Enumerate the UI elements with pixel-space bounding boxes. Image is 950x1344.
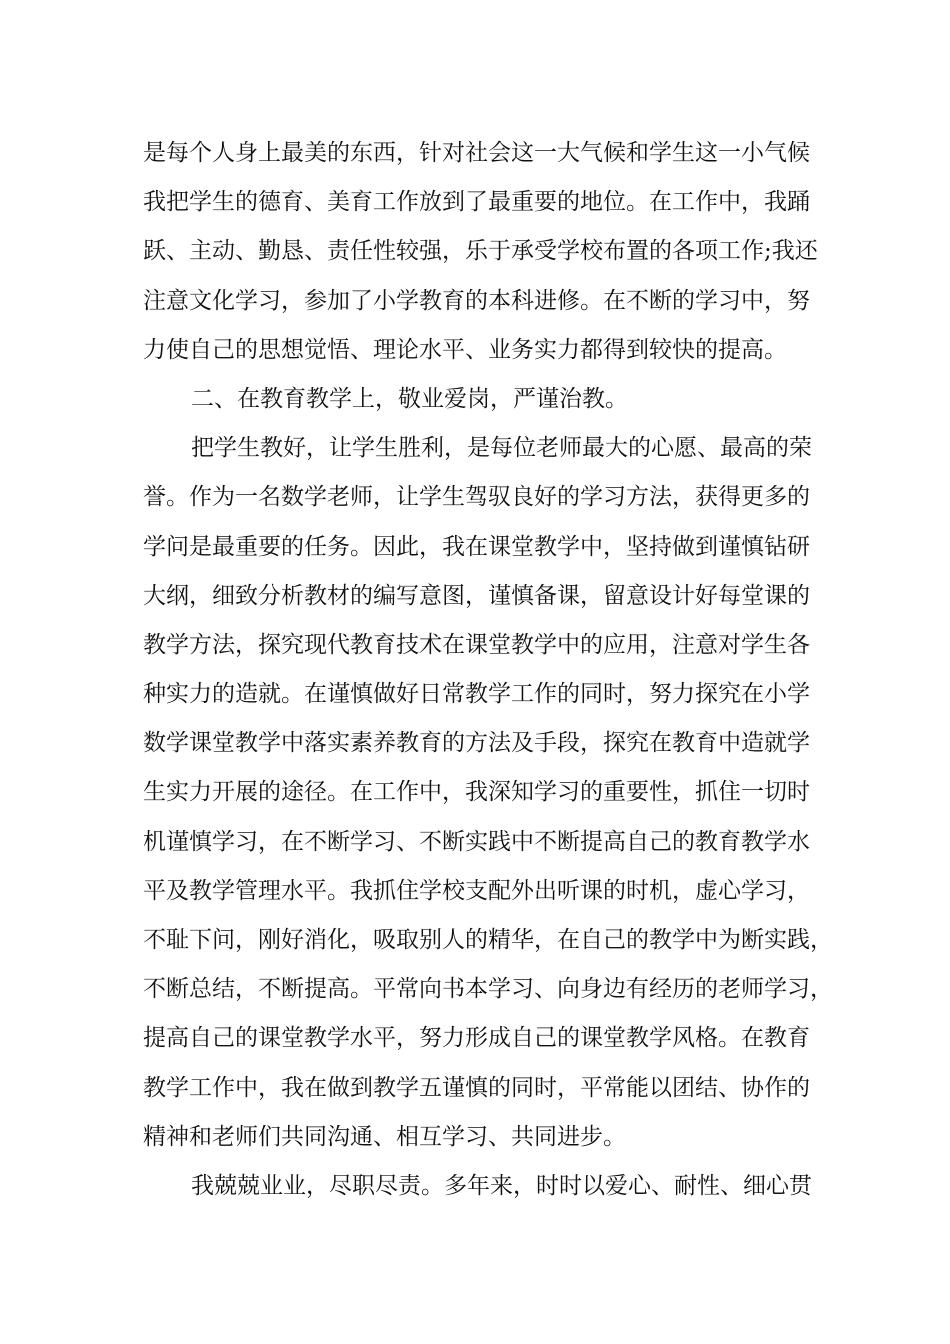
text-line: 平及教学管理水平。我抓住学校支配外出听课的时机，虚心学习， — [143, 877, 810, 904]
text-line: 誉。作为一名数学老师，让学生驾驭良好的学习方法，获得更多的 — [143, 484, 810, 511]
text-line: 生实力开展的途径。在工作中，我深知学习的重要性，抓住一切时 — [143, 779, 810, 806]
text-line: 教学工作中，我在做到教学五谨慎的同时，平常能以团结、协作的 — [143, 1074, 810, 1101]
text-line: 我兢兢业业，尽职尽责。多年来，时时以爱心、耐性、细心贯 — [191, 1172, 812, 1199]
text-line: 提高自己的课堂教学水平，努力形成自己的课堂教学风格。在教育 — [143, 1025, 810, 1052]
text-line: 精神和老师们共同沟通、相互学习、共同进步。 — [143, 1123, 626, 1150]
text-line: 机谨慎学习，在不断学习、不断实践中不断提高自己的教育教学水 — [143, 828, 810, 855]
body-text — [143, 129, 833, 1211]
text-line: 把学生教好，让学生胜利，是每位老师最大的心愿、最高的荣 — [191, 435, 812, 462]
text-line: 二、在教育教学上，敬业爱岗，严谨治教。 — [191, 385, 628, 412]
text-line: 不耻下问，刚好消化，吸取别人的精华，在自己的教学中为断实践， — [143, 927, 833, 953]
text-line: 是每个人身上最美的东西，针对社会这一大气候和学生这一小气候 — [143, 140, 810, 166]
text-line: 跃、主动、勤恳、责任性较强，乐于承受学校布置的各项工作;我还 — [143, 238, 818, 265]
text-line: 力使自己的思想觉悟、理论水平、业务实力都得到较快的提高。 — [143, 336, 787, 363]
text-line: 我把学生的德育、美育工作放到了最重要的地位。在工作中，我踊 — [143, 189, 810, 216]
text-line: 数学课堂教学中落实素养教育的方法及手段，探究在教育中造就学 — [143, 730, 810, 757]
text-line: 不断总结，不断提高。平常向书本学习、向身边有经历的老师学习， — [143, 976, 833, 1003]
text-line: 教学方法，探究现代教育技术在课堂教学中的应用，注意对学生各 — [143, 631, 810, 658]
text-line: 学问是最重要的任务。因此，我在课堂教学中，坚持做到谨慎钻研 — [143, 533, 810, 560]
text-line: 注意文化学习，参加了小学教育的本科进修。在不断的学习中，努 — [143, 287, 810, 314]
text-line: 种实力的造就。在谨慎做好日常教学工作的同时，努力探究在小学 — [143, 681, 810, 708]
text-line: 大纲，细致分析教材的编写意图，谨慎备课，留意设计好每堂课的 — [143, 582, 810, 609]
